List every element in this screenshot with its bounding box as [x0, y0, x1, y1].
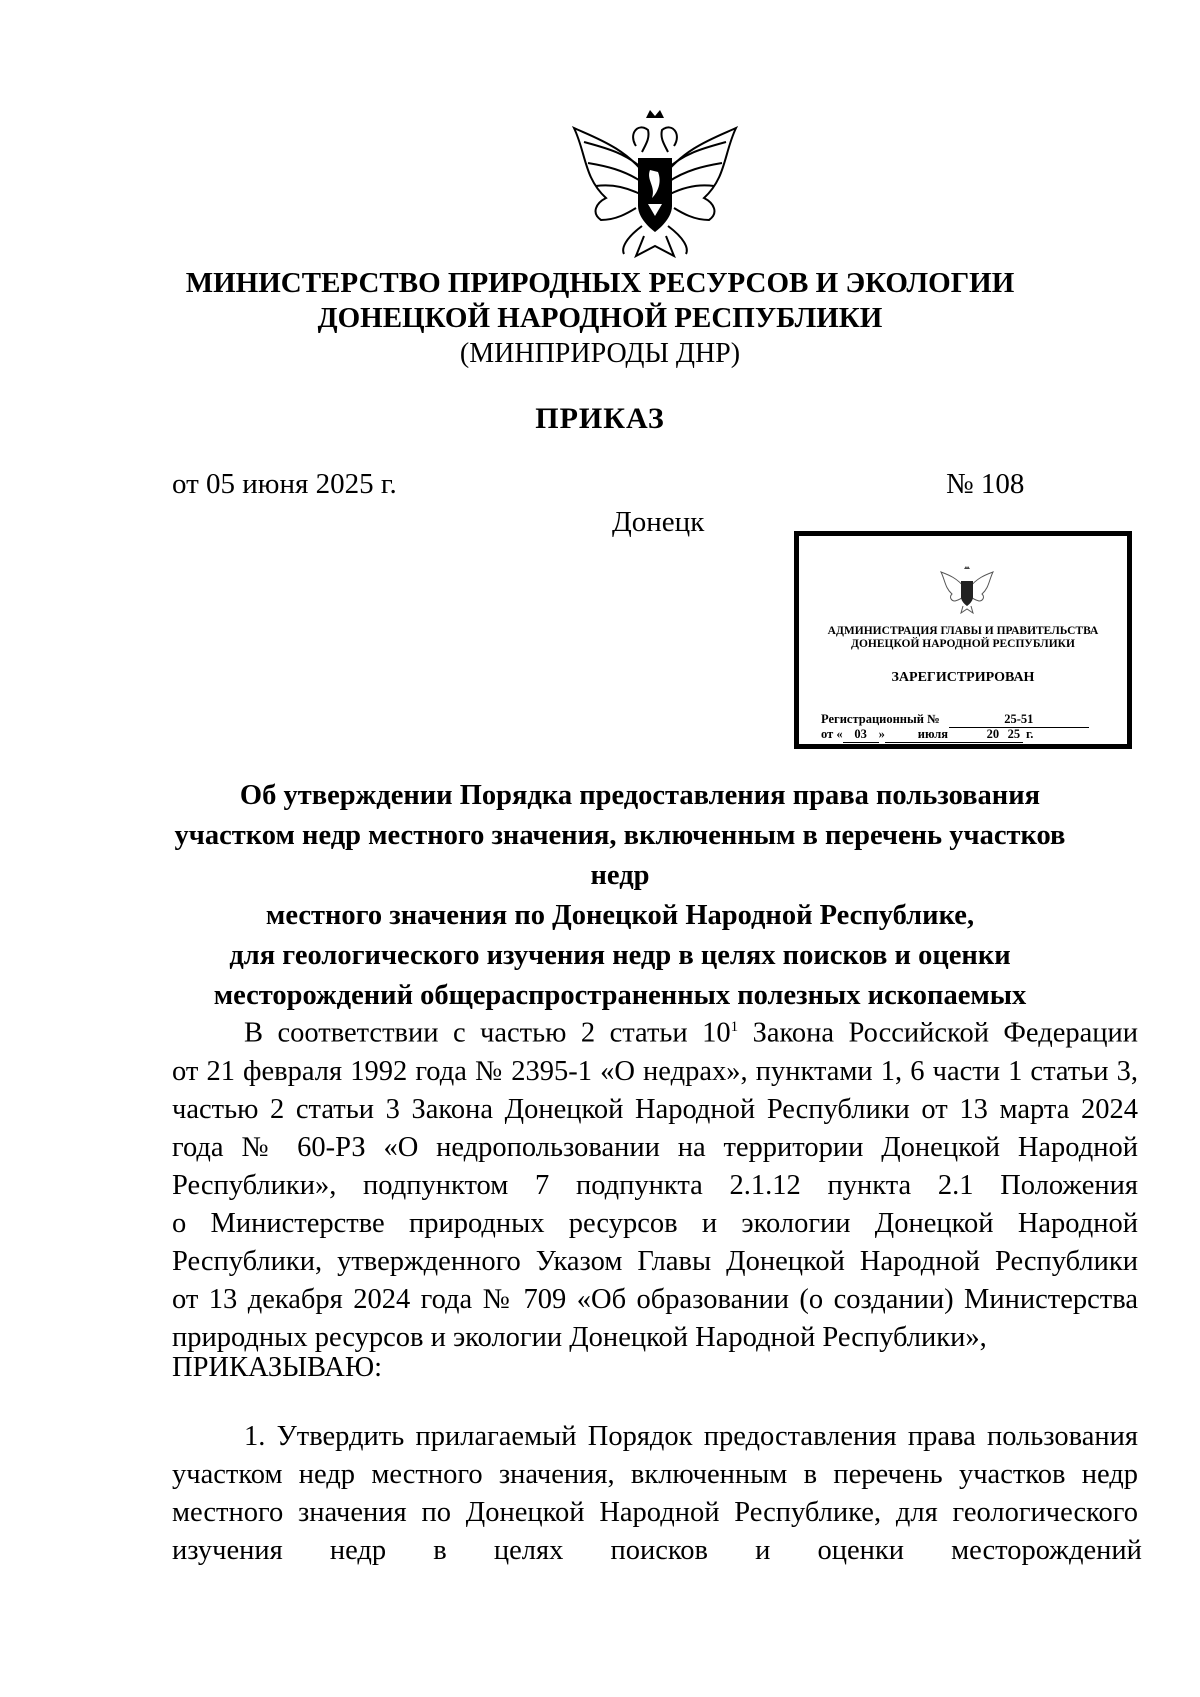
- preamble-line: от 13 декабря 2024 года № 709 «Об образовании (о создании) Министерства: [172, 1283, 1138, 1315]
- item-line: изучения недр в целях поисков и оценки месторождений: [172, 1535, 1142, 1566]
- stamp-year-prefix: 20: [981, 727, 1005, 743]
- subject-line: для геологического изучения недр в целях поисков и оценки: [229, 940, 1011, 971]
- preamble-line: [172, 1008, 1138, 1053]
- preamble-line1-start: В соответствии с частью 2 статьи 10: [244, 1017, 731, 1049]
- stamp-emblem: [939, 566, 995, 614]
- document-subject: [150, 776, 1090, 1016]
- order-item-1: [172, 1418, 1142, 1570]
- subject-line: участком недр местного значения, включенным в перечень участков недр: [174, 820, 1066, 891]
- ministry-name-line1: МИНИСТЕРСТВО ПРИРОДНЫХ РЕСУРСОВ И ЭКОЛОГИИ: [185, 267, 1015, 299]
- preamble-line: Республики, утвержденного Указом Главы Донецкой Народной Республики: [172, 1245, 1138, 1277]
- subject-line: Об утверждении Порядка предоставления права пользования: [239, 780, 1041, 811]
- preamble-line: природных ресурсов и экологии Донецкой Народной Республики»,: [172, 1321, 987, 1353]
- preamble-paragraph: [172, 1008, 1138, 1357]
- stamp-date-mid: »: [878, 727, 885, 741]
- stamp-month: июля: [885, 727, 981, 743]
- stamp-admin-line1: АДМИНИСТРАЦИЯ ГЛАВЫ И ПРАВИТЕЛЬСТВА: [827, 625, 1099, 637]
- preamble-line1-end: Закона Российской Федерации: [738, 1017, 1138, 1049]
- stamp-reg-number: 25-51: [949, 712, 1089, 728]
- stamp-reg-number-line: [821, 712, 1089, 728]
- order-directive: ПРИКАЗЫВАЮ:: [172, 1352, 383, 1383]
- document-number: № 108: [946, 468, 1025, 500]
- article-superscript: 1: [730, 1019, 739, 1035]
- preamble-line: о Министерстве природных ресурсов и экологии Донецкой Народной: [172, 1207, 1138, 1239]
- preamble-line: Республики», подпунктом 7 подпункта 2.1.12 пункта 2.1 Положения: [172, 1169, 1138, 1201]
- stamp-admin-line2: ДОНЕЦКОЙ НАРОДНОЙ РЕСПУБЛИКИ: [851, 638, 1075, 650]
- item-line: местного значения по Донецкой Народной Республике, для геологического: [172, 1497, 1138, 1528]
- preamble-line: от 21 февраля 1992 года № 2395-1 «О недрах», пунктами 1, 6 части 1 статьи 3,: [172, 1055, 1138, 1087]
- stamp-date-prefix: от «: [821, 727, 843, 741]
- stamp-day: 03: [843, 727, 879, 743]
- stamp-status: ЗАРЕГИСТРИРОВАН: [891, 670, 1035, 685]
- document-date: от 05 июня 2025 г.: [172, 468, 397, 500]
- ministry-name-line2: ДОНЕЦКОЙ НАРОДНОЙ РЕСПУБЛИКИ: [317, 302, 883, 334]
- ministry-abbreviation: (МИНПРИРОДЫ ДНР): [459, 338, 741, 369]
- item-line: 1. Утвердить прилагаемый Порядок предоставления права пользования: [244, 1421, 1138, 1452]
- stamp-year-suffix: 25: [1005, 727, 1023, 743]
- preamble-line: года № 60-РЗ «О недропользовании на территории Донецкой Народной: [172, 1131, 1138, 1163]
- preamble-line: частью 2 статьи 3 Закона Донецкой Народной Республики от 13 марта 2024: [172, 1093, 1138, 1125]
- subject-line: местного значения по Донецкой Народной Республике,: [265, 900, 975, 931]
- document-title: ПРИКАЗ: [535, 402, 665, 435]
- stamp-year-end: г.: [1025, 727, 1034, 741]
- stamp-date-line: [821, 727, 1033, 743]
- subject-line: месторождений общераспространенных полезных ископаемых: [213, 980, 1027, 1011]
- item-line: участком недр местного значения, включенным в перечень участков недр: [172, 1459, 1138, 1490]
- stamp-reg-label: Регистрационный №: [821, 712, 940, 726]
- coat-of-arms-emblem: [566, 108, 744, 260]
- document-city: Донецк: [612, 506, 705, 538]
- registration-stamp: [794, 531, 1132, 749]
